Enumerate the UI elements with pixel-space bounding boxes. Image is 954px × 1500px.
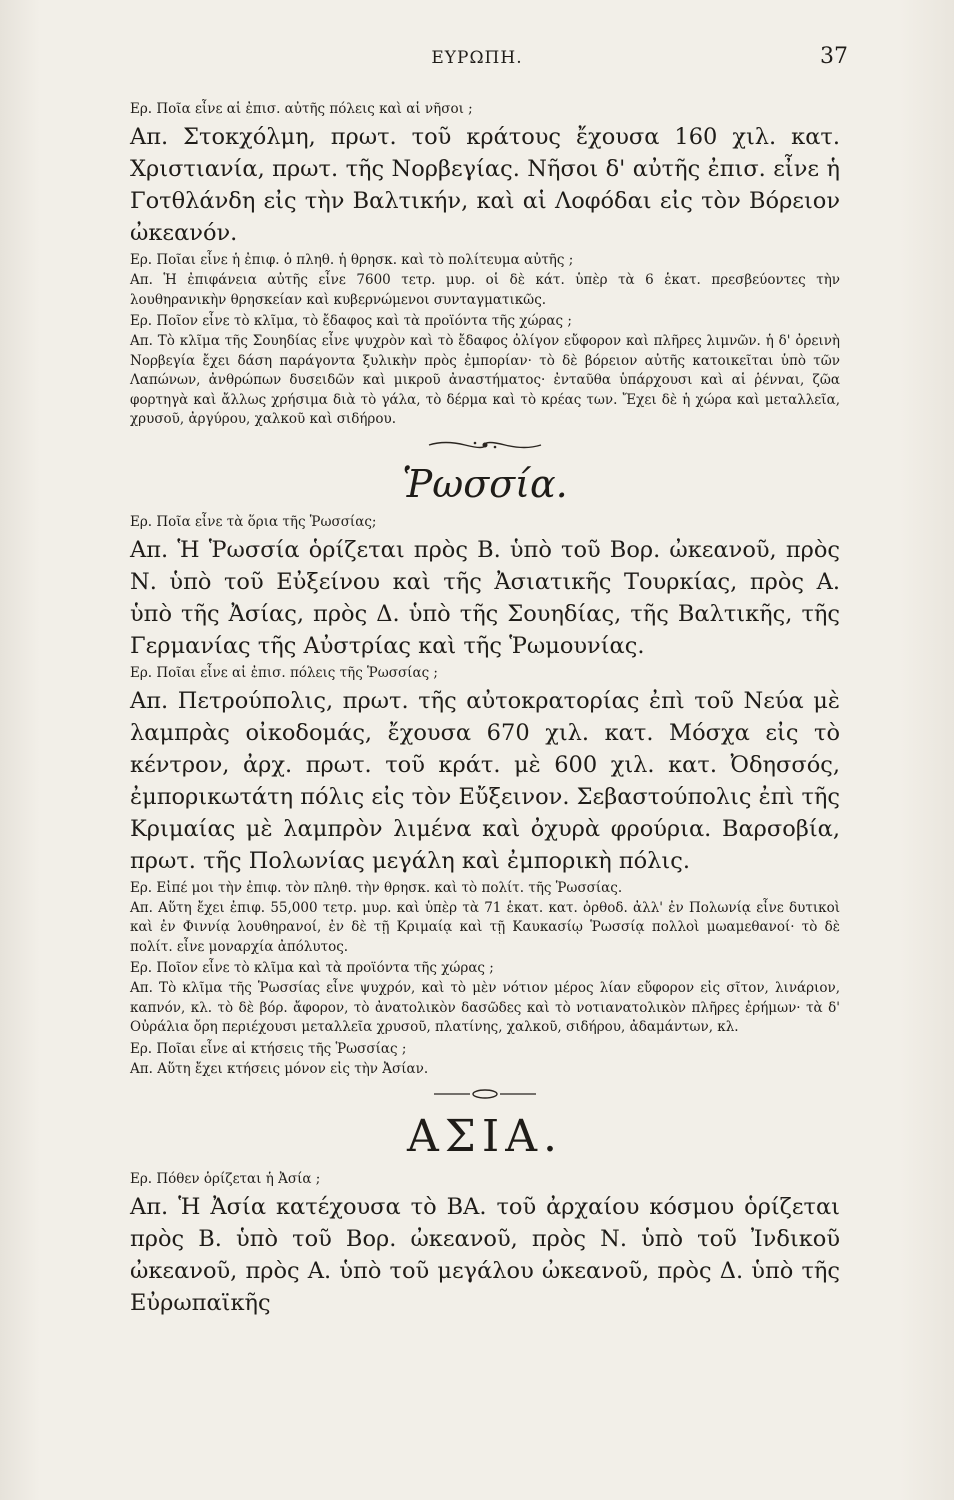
question: Ερ. Ποῖα εἶνε αἱ ἐπισ. αὐτῆς πόλεις καὶ αἱ νῆσοι ;	[130, 101, 473, 117]
section-asia	[130, 1112, 840, 1319]
answer: Απ. Στοκχόλμη, πρωτ. τοῦ κράτους ἔχουσα 160 χιλ. κατ. Χριστιανία, πρωτ. τῆς Νορβεγίας. Νῆσοι δ' αὐτῆς ἐπισ. εἶνε ἡ Γοτθλάνδη εἰς τὴν Βαλτικήν, καὶ αἱ Λοφόδαι εἰς τὸν Βόρειον ὠκεανόν.	[130, 124, 840, 246]
ornament-loop-icon	[430, 1088, 540, 1100]
ornament-divider	[130, 1085, 840, 1104]
answer: Απ. Αὕτη ἔχει κτήσεις μόνον εἰς τὴν Ἀσίαν.	[130, 1060, 429, 1077]
ornament-flourish-icon	[425, 439, 545, 451]
answer: Απ. Αὕτη ἔχει ἐπιφ. 55,000 τετρ. μυρ. καὶ ὑπὲρ τὰ 71 ἑκατ. κατ. ὀρθοδ. ἀλλ' ἐν Πολωνίᾳ εἶνε δυτικοὶ καὶ ἐν Φιννίᾳ λουθηρανοί, ἐν δὲ τῇ Κριμαίᾳ καὶ τῇ Καυκασίῳ Ῥωσσίᾳ πολλοὶ μωαμεθανοί· τὸ δὲ πολίτ. εἶνε μοναρχία ἀπόλυτος.	[130, 899, 840, 955]
answer: Απ. Ἡ Ἀσία κατέχουσα τὸ ΒΑ. τοῦ ἀρχαίου κόσμου ὁρίζεται πρὸς Β. ὑπὸ τοῦ Βορ. ὠκεανοῦ, πρὸς Ν. ὑπὸ τοῦ Ἰνδικοῦ ὠκεανοῦ, πρὸς Α. ὑπὸ τοῦ μεγάλου ὠκεανοῦ, πρὸς Δ. ὑπὸ τῆς Εὐρωπαϊκῆς	[130, 1194, 840, 1316]
question: Ερ. Ποῖα εἶνε τὰ ὅρια τῆς Ῥωσσίας;	[130, 513, 377, 530]
question: Ερ. Εἰπέ μοι τὴν ἐπιφ. τὸν πληθ. τὴν θρησκ. καὶ τὸ πολίτ. τῆς Ῥωσσίας.	[130, 879, 623, 896]
section-title-asia: ΑΣΙΑ.	[406, 1111, 564, 1162]
running-head	[0, 44, 954, 74]
question: Ερ. Ποῖον εἶνε τὸ κλῖμα, τὸ ἔδαφος καὶ τὰ προϊόντα τῆς χώρας ;	[130, 313, 572, 329]
question: Ερ. Ποῖαι εἶνε αἱ ἐπισ. πόλεις τῆς Ῥωσσίας ;	[130, 664, 438, 681]
answer: Απ. Ἡ ἐπιφάνεια αὐτῆς εἶνε 7600 τετρ. μυρ. οἱ δὲ κάτ. ὑπὲρ τὰ 6 ἑκατ. πρεσβεύοντες τὴν λουθηρανικὴν θρησκείαν καὶ κυβερνώμενοι συνταγματικῶς.	[130, 272, 840, 308]
running-title: ΕΥΡΩΠΗ.	[431, 48, 523, 68]
question: Ερ. Ποῖαι εἶνε ἡ ἐπιφ. ὁ πληθ. ἡ θρησκ. καὶ τὸ πολίτευμα αὐτῆς ;	[130, 252, 574, 268]
answer: Απ. Τὸ κλῖμα τῆς Ῥωσσίας εἶνε ψυχρόν, καὶ τὸ μὲν νότιον μέρος λίαν εὔφορον εἰς σῖτον, λινάριον, καπνόν, κλ. τὸ δὲ βόρ. ἄφορον, τὸ ἀνατολικὸν δασῶδες καὶ τὸ νοτιανατολικὸν πλῆρες ἐρήμων· τὰ δ' Οὐράλια ὄρη περιέχουσι μεταλλεῖα χρυσοῦ, πλατίνης, χαλκοῦ, σιδήρου, ἀδαμάντων, κλ.	[130, 980, 840, 1035]
page-body	[130, 98, 840, 1319]
answer: Απ. Πετρούπολις, πρωτ. τῆς αὐτοκρατορίας ἐπὶ τοῦ Νεύα μὲ λαμπρὰς οἰκοδομάς, ἔχουσα 670 χιλ. κατ. Μόσχα εἰς τὸ κέντρον, ἀρχ. πρωτ. τοῦ κράτ. μὲ 600 χιλ. κατ. Ὀδησσός, ἐμπορικωτάτη πόλις εἰς τὸν Εὔξεινον. Σεβαστούπολις ἐπὶ τῆς Κριμαίας μὲ λαμπρὸν λιμένα καὶ ὀχυρὰ φρούρια. Βαρσοβία, πρωτ. τῆς Πολωνίας μεγάλη καὶ ἐμπορικὴ πόλις.	[130, 687, 840, 874]
section-sweden	[130, 100, 840, 430]
question: Ερ. Πόθεν ὁρίζεται ἡ Ἀσία ;	[130, 1171, 321, 1187]
answer: Απ. Ἡ Ῥωσσία ὁρίζεται πρὸς Β. ὑπὸ τοῦ Βορ. ὠκεανοῦ, πρὸς Ν. ὑπὸ τοῦ Εὐξείνου καὶ τῆς Ἀσιατικῆς Τουρκίας, πρὸς Α. ὑπὸ τῆς Ἀσίας, πρὸς Δ. ὑπὸ τῆς Σουηδίας, τῆς Βαλτικῆς, τῆς Γερμανίας τῆς Αὐστρίας καὶ τῆς Ῥωμουνίας.	[130, 536, 840, 659]
section-title-russia: Ῥωσσία.	[402, 461, 568, 506]
answer: Απ. Τὸ κλῖμα τῆς Σουηδίας εἶνε ψυχρὸν καὶ τὸ ἔδαφος ὀλίγον εὔφορον καὶ πλῆρες λιμνῶν. ἡ δ' ὀρεινὴ Νορβεγία ἔχει δάση παράγοντα ξυλικὴν πρὸς ἐμπορίαν· τὸ δὲ βόρειον αὐτῆς κατοικεῖται ὑπὸ τῶν Λαπώνων, ἀνθρώπων δυσειδῶν καὶ μικροῦ ἀναστήματος· ἐνταῦθα ὑπάρχουσι καὶ αἱ ῥένναι, ζῶα φορτηγὰ καὶ ἄλλως χρήσιμα διὰ τὸ γάλα, τὸ δέρμα καὶ τὸ κρέας των. Ἔχει δὲ ἡ χώρα καὶ μεταλλεῖα, χρυσοῦ, ἀργύρου, χαλκοῦ καὶ σιδήρου.	[130, 333, 840, 427]
ornament-divider	[130, 436, 840, 455]
page-number: 37	[820, 44, 848, 69]
question: Ερ. Ποῖον εἶνε τὸ κλῖμα καὶ τὰ προϊόντα τῆς χώρας ;	[130, 960, 494, 976]
question: Ερ. Ποῖαι εἶνε αἱ κτήσεις τῆς Ῥωσσίας ;	[130, 1040, 407, 1057]
section-russia	[130, 461, 840, 1080]
